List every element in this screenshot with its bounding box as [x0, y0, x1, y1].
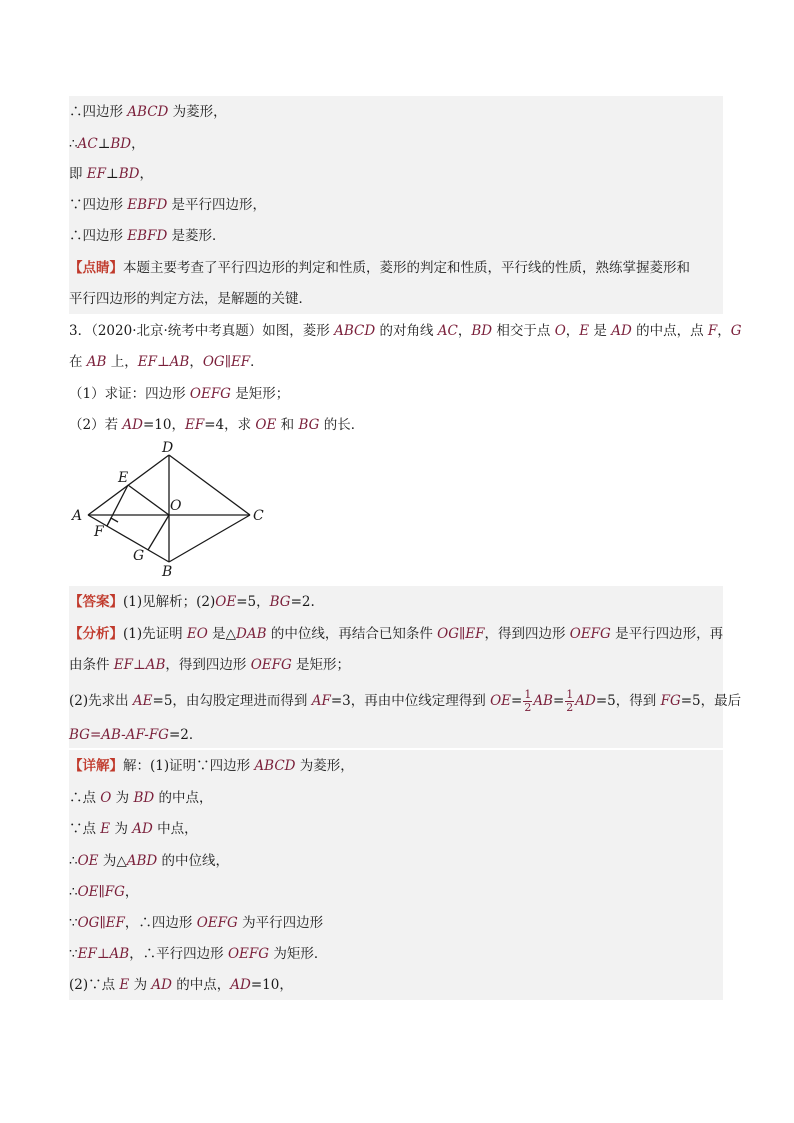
- fraction-half-1: $\frac{1}{2}$: [524, 688, 532, 714]
- prev-line-5: ∴四边形 EBFD 是菱形．: [69, 228, 226, 244]
- prev-line-2: ∴AC⊥BD，: [69, 136, 145, 152]
- label-B: B: [162, 564, 173, 580]
- question-1: （1）求证：四边形 OEFG 是矩形；: [69, 386, 290, 402]
- detail-line-2: ∴点 O 为 BD 的中点，: [69, 790, 213, 806]
- question-2: （2）若 AD=10，EF=4，求 OE 和 BG 的长．: [69, 417, 365, 433]
- prev-line-1: ∴四边形 ABCD 为菱形，: [69, 104, 227, 120]
- label-E: E: [118, 470, 129, 486]
- detail-line-4: ∴OE 为△ABD 的中位线，: [69, 853, 230, 869]
- right-angle-mark: [107, 518, 118, 526]
- analysis-line-4: BG=AB-AF-FG=2．: [69, 727, 203, 743]
- label-C: C: [253, 508, 264, 524]
- label-O: O: [170, 498, 182, 514]
- detail-tag: 【详解】: [69, 758, 123, 774]
- segment-EO: [128, 485, 169, 515]
- comment-line-2: 平行四边形的判定方法，是解题的关键．: [69, 291, 312, 307]
- fraction-half-2: $\frac{1}{2}$: [566, 688, 574, 714]
- answer-tag: 【答案】: [69, 594, 123, 610]
- analysis-line-3: (2)先求出 AE=5，由勾股定理进而得到 AF=3，再由中位线定理得到 OE= $\frac{1}{2}$ AB= $\frac{1}{2}$ AD=5，得到 FG=5，最后: [69, 688, 742, 714]
- analysis-line-1: 【分析】(1)先证明 EO 是△DAB 的中位线，再结合已知条件 OG∥EF，得到四边形 OEFG 是平行四边形，再: [69, 626, 724, 642]
- detail-line-7: ∵EF⊥AB，∴平行四边形 OEFG 为矩形．: [69, 946, 328, 962]
- comment-tag: 【点睛】: [69, 260, 123, 276]
- detail-line-3: ∵点 E 为 AD 中点，: [69, 821, 198, 837]
- segment-OG: [148, 515, 169, 550]
- detail-line-1: 【详解】解：(1)证明∵四边形 ABCD 为菱形，: [69, 758, 354, 774]
- prev-line-3: 即 EF⊥BD，: [69, 166, 153, 182]
- prev-line-4: ∵四边形 EBFD 是平行四边形，: [69, 197, 267, 213]
- label-G: G: [133, 548, 145, 564]
- problem-line-2: 在 AB 上，EF⊥AB，OG∥EF．: [69, 354, 264, 370]
- comment-line-1: 【点睛】本题主要考查了平行四边形的判定和性质，菱形的判定和性质，平行线的性质，熟练掌握菱形和: [69, 260, 690, 276]
- label-F: F: [94, 524, 104, 540]
- analysis-line-2: 由条件 EF⊥AB，得到四边形 OEFG 是矩形；: [69, 657, 351, 673]
- answer-line: 【答案】(1)见解析；(2)OE=5，BG=2.: [69, 594, 315, 610]
- analysis-tag: 【分析】: [69, 626, 123, 642]
- detail-line-5: ∴OE∥FG，: [69, 884, 139, 900]
- detail-line-6: ∵OG∥EF，∴四边形 OEFG 为平行四边形: [69, 915, 324, 931]
- label-A: A: [72, 508, 83, 524]
- side-CB: [169, 515, 250, 562]
- rhombus-figure: [66, 440, 276, 582]
- problem-heading: 3．（2020·北京·统考中考真题）如图，菱形 ABCD 的对角线 AC，BD 相交于点 O，E 是 AD 的中点，点 F，G: [69, 323, 742, 339]
- detail-line-8: (2)∵点 E 为 AD 的中点，AD=10，: [69, 977, 293, 993]
- label-D: D: [162, 440, 174, 456]
